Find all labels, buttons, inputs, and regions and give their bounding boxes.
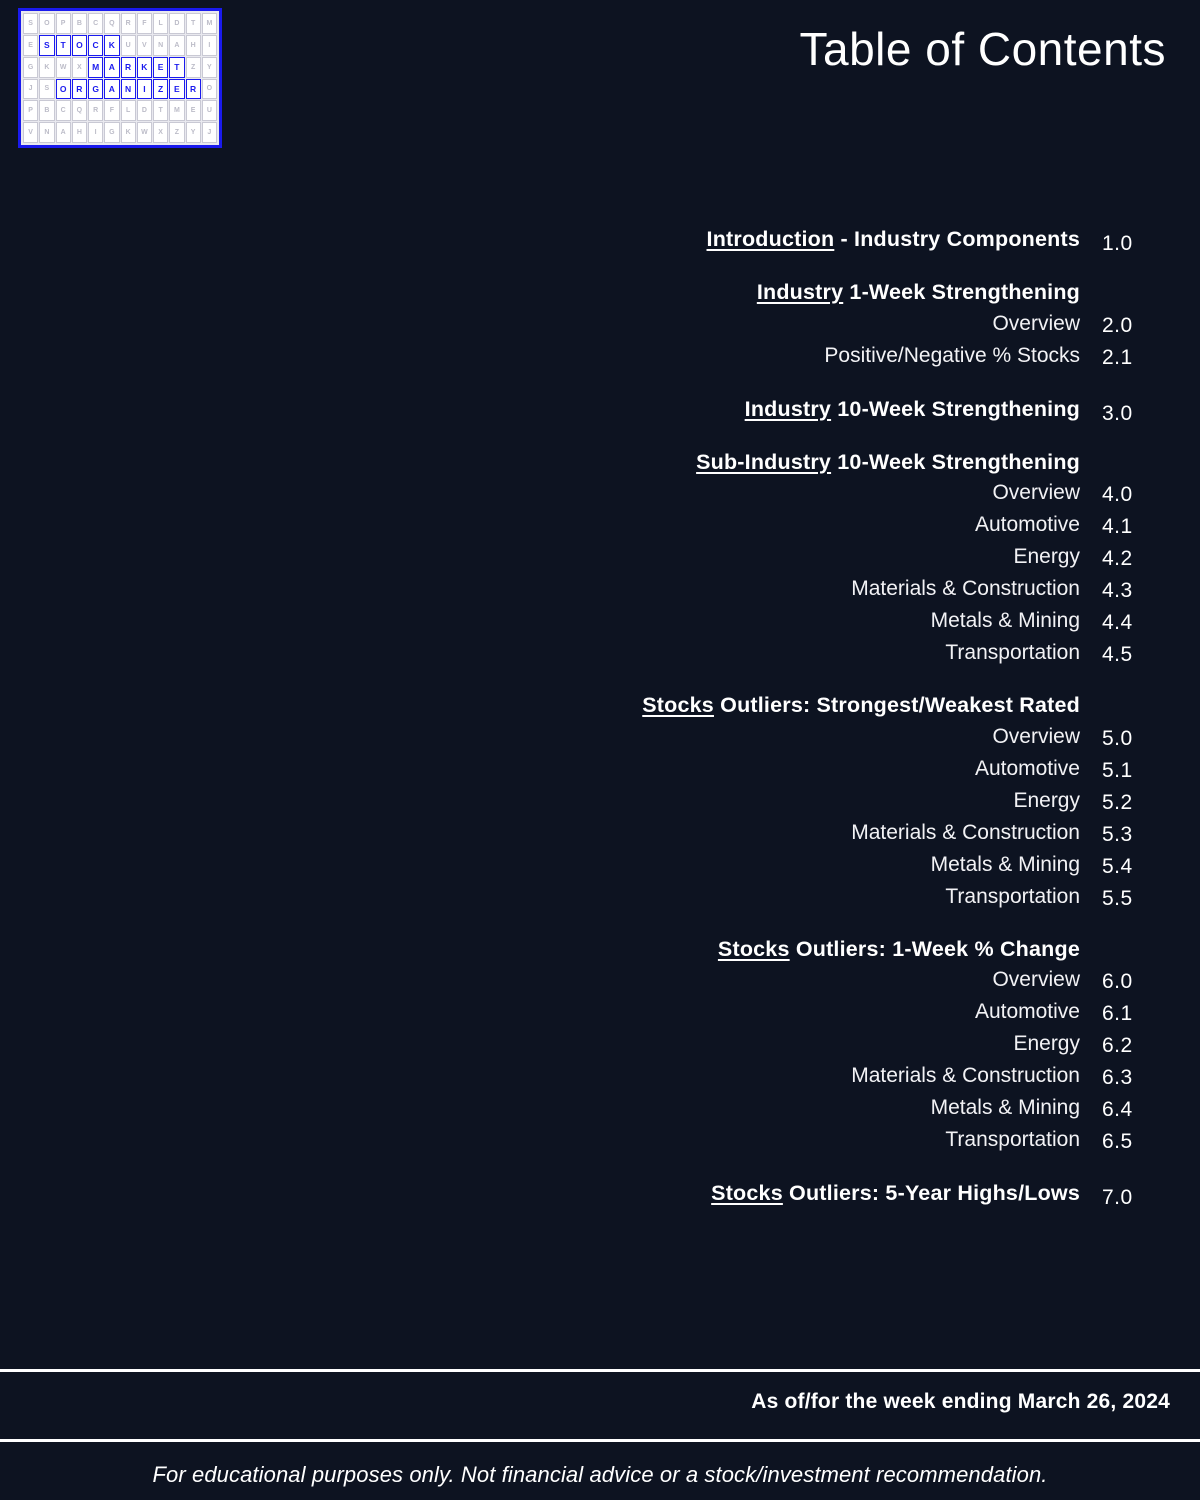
toc-sub-row[interactable] [0, 344, 1200, 368]
toc-section-number: 1.0 [1102, 232, 1133, 255]
toc-spacer [0, 1024, 1200, 1032]
toc-spacer [0, 368, 1200, 398]
toc-spacer [0, 1120, 1200, 1128]
toc-spacer [0, 422, 1200, 452]
toc-sub-row[interactable] [0, 1064, 1200, 1088]
toc-spacer [0, 781, 1200, 789]
toc-section-rest: Outliers: Strongest/Weakest Rated [713, 693, 1080, 717]
toc-section-label [100, 282, 1080, 304]
toc-spacer [0, 717, 1200, 725]
logo-tile: T [153, 100, 168, 121]
toc-sub-number: 6.4 [1102, 1098, 1133, 1121]
logo-tile: J [23, 79, 38, 100]
logo-tile: E [169, 79, 184, 100]
logo-tile: T [169, 57, 184, 78]
logo-tile: T [186, 13, 201, 34]
logo-tile: N [153, 35, 168, 56]
toc-sub-number: 6.5 [1102, 1130, 1133, 1153]
logo-tile: R [121, 57, 136, 78]
toc-sub-row[interactable] [0, 641, 1200, 665]
toc-spacer [0, 633, 1200, 641]
logo-tile: E [186, 100, 201, 121]
logo-tile: A [169, 35, 184, 56]
toc-sub-row[interactable] [0, 968, 1200, 992]
logo-tile: H [72, 122, 87, 143]
logo-tile: R [186, 79, 201, 100]
toc-sub-label: Energy [1013, 545, 1080, 568]
toc-sub-label: Materials & Construction [851, 577, 1080, 600]
disclaimer-text: For educational purposes only. Not financial advice or a stock/investment recommendation. [152, 1462, 1048, 1487]
logo-tile: M [202, 13, 217, 34]
toc-spacer [0, 909, 1200, 939]
table-of-contents [0, 227, 1200, 1209]
logo-tile: P [23, 100, 38, 121]
toc-spacer [0, 304, 1200, 312]
toc-sub-label: Transportation [945, 641, 1080, 664]
toc-section-label [100, 695, 1080, 717]
toc-section-keyword: Introduction [706, 227, 835, 251]
logo-tile: D [169, 13, 184, 34]
toc-sub-row[interactable] [0, 481, 1200, 505]
logo-tile: W [56, 57, 71, 78]
logo-tile: V [137, 35, 152, 56]
logo-tile: C [88, 13, 103, 34]
toc-spacer [0, 749, 1200, 757]
logo-tile: R [121, 13, 136, 34]
toc-sub-number: 5.4 [1102, 854, 1133, 878]
logo-tile: B [72, 13, 87, 34]
toc-section-row[interactable] [0, 227, 1200, 255]
logo-tile: X [72, 57, 87, 78]
toc-sub-number: 2.0 [1102, 313, 1133, 337]
toc-spacer [0, 505, 1200, 513]
logo [18, 8, 222, 148]
logo-tile: N [121, 79, 136, 100]
logo-tile: Z [153, 79, 168, 100]
logo-tile: O [39, 13, 54, 34]
toc-sub-number: 4.1 [1102, 515, 1133, 538]
logo-tile: O [202, 79, 217, 100]
toc-sub-label: Overview [992, 311, 1080, 335]
logo-tile: I [202, 35, 217, 56]
logo-tile: Z [186, 57, 201, 78]
toc-sub-row[interactable] [0, 1032, 1200, 1056]
toc-sub-label: Metals & Mining [930, 852, 1080, 876]
toc-sub-label: Energy [1013, 1032, 1080, 1055]
toc-sub-label: Metals & Mining [930, 1096, 1080, 1119]
toc-sub-row[interactable] [0, 757, 1200, 781]
toc-section-label [100, 449, 1080, 474]
logo-tile: L [121, 100, 136, 121]
toc-sub-label: Automotive [974, 756, 1080, 780]
toc-spacer [0, 877, 1200, 885]
toc-sub-label: Automotive [974, 1000, 1080, 1023]
logo-tile: Y [186, 122, 201, 143]
logo-tile: S [39, 35, 54, 56]
toc-sub-label: Overview [992, 724, 1080, 748]
toc-sub-row[interactable] [0, 821, 1200, 845]
logo-tile: R [88, 100, 103, 121]
logo-tile: G [104, 122, 119, 143]
logo-tile: I [137, 79, 152, 100]
logo-tile: K [39, 57, 54, 78]
toc-section-keyword: Sub-Industry [696, 449, 832, 474]
logo-tile: A [104, 79, 119, 100]
toc-sub-row[interactable] [0, 312, 1200, 336]
toc-section-rest: 1-Week Strengthening [843, 280, 1080, 304]
logo-tile: M [88, 57, 103, 78]
logo-tile: R [72, 79, 87, 100]
logo-tile: U [121, 35, 136, 56]
toc-spacer [0, 1056, 1200, 1064]
logo-tile: P [56, 13, 71, 34]
logo-tile: F [137, 13, 152, 34]
toc-section-label [100, 396, 1080, 421]
logo-tile: M [169, 100, 184, 121]
toc-sub-row[interactable] [0, 725, 1200, 749]
toc-sub-label: Energy [1013, 788, 1080, 812]
toc-sub-label: Transportation [945, 884, 1080, 908]
toc-sub-row[interactable] [0, 1128, 1200, 1152]
logo-tile: H [186, 35, 201, 56]
as-of-date: As of/for the week ending March 26, 2024 [751, 1390, 1170, 1413]
logo-tile: Y [202, 57, 217, 78]
logo-tile: K [121, 122, 136, 143]
toc-sub-label: Positive/Negative % Stocks [824, 343, 1080, 367]
toc-sub-row[interactable] [0, 853, 1200, 877]
toc-sub-number: 5.0 [1102, 726, 1133, 750]
toc-spacer [0, 569, 1200, 577]
logo-tile: B [39, 100, 54, 121]
toc-sub-number: 6.1 [1102, 1002, 1133, 1025]
logo-tile: N [39, 122, 54, 143]
toc-section-label [100, 229, 1080, 251]
toc-spacer [0, 665, 1200, 695]
toc-spacer [0, 1152, 1200, 1182]
logo-tile: S [39, 79, 54, 100]
toc-section-row[interactable] [0, 282, 1200, 304]
toc-spacer [0, 537, 1200, 545]
toc-sub-row[interactable] [0, 577, 1200, 601]
toc-sub-number: 4.5 [1102, 643, 1133, 666]
toc-sub-number: 6.2 [1102, 1034, 1133, 1057]
toc-spacer [0, 473, 1200, 481]
toc-spacer [0, 960, 1200, 968]
logo-tile: S [23, 13, 38, 34]
logo-tile: D [137, 100, 152, 121]
toc-sub-row[interactable] [0, 609, 1200, 633]
toc-section-label [100, 1183, 1080, 1205]
logo-tile: Q [104, 13, 119, 34]
logo-tile: C [88, 35, 103, 56]
toc-sub-number: 4.3 [1102, 579, 1133, 602]
toc-section-rest: Outliers: 5-Year Highs/Lows [782, 1181, 1080, 1205]
toc-spacer [0, 601, 1200, 609]
logo-letter-grid [21, 11, 219, 145]
toc-section-row[interactable] [0, 1181, 1200, 1209]
toc-spacer [0, 252, 1200, 282]
toc-sub-number: 5.3 [1102, 822, 1133, 846]
footer-divider-top [0, 1369, 1200, 1372]
toc-spacer [0, 845, 1200, 853]
toc-sub-label: Automotive [974, 513, 1080, 536]
toc-section-number: 3.0 [1102, 401, 1133, 425]
toc-section-keyword: Stocks [717, 936, 790, 961]
toc-sub-label: Materials & Construction [851, 1064, 1080, 1087]
logo-tile: Z [169, 122, 184, 143]
toc-sub-number: 2.1 [1102, 345, 1133, 369]
toc-sub-number: 5.1 [1102, 758, 1133, 782]
toc-spacer [0, 336, 1200, 344]
toc-sub-number: 4.4 [1102, 611, 1133, 634]
toc-section-rest: - Industry Components [834, 227, 1080, 251]
logo-tile: I [88, 122, 103, 143]
toc-section-rest: 10-Week Strengthening [831, 449, 1080, 474]
toc-section-label [100, 936, 1080, 961]
logo-tile: K [137, 57, 152, 78]
toc-section-rest: Outliers: 1-Week % Change [789, 936, 1080, 961]
page-title: Table of Contents [799, 23, 1166, 75]
toc-sub-row[interactable] [0, 789, 1200, 813]
toc-section-row[interactable] [0, 695, 1200, 717]
toc-section-row[interactable] [0, 396, 1200, 425]
logo-tile: C [56, 100, 71, 121]
toc-sub-label: Materials & Construction [851, 820, 1080, 844]
toc-section-keyword: Industry [756, 280, 844, 304]
logo-tile: K [104, 35, 119, 56]
toc-sub-row[interactable] [0, 513, 1200, 537]
toc-sub-number: 5.2 [1102, 790, 1133, 814]
footer-divider-bottom [0, 1439, 1200, 1442]
logo-tile: T [56, 35, 71, 56]
toc-sub-number: 6.0 [1102, 970, 1133, 993]
toc-sub-label: Overview [992, 481, 1080, 504]
logo-tile: O [72, 35, 87, 56]
logo-tile: W [137, 122, 152, 143]
logo-tile: J [202, 122, 217, 143]
logo-tile: F [104, 100, 119, 121]
logo-tile: X [153, 122, 168, 143]
logo-tile: Q [72, 100, 87, 121]
toc-section-number: 7.0 [1102, 1186, 1133, 1209]
toc-sub-row[interactable] [0, 1000, 1200, 1024]
toc-spacer [0, 1088, 1200, 1096]
logo-tile: G [88, 79, 103, 100]
toc-spacer [0, 992, 1200, 1000]
toc-sub-number: 6.3 [1102, 1066, 1133, 1089]
toc-sub-number: 4.0 [1102, 483, 1133, 506]
toc-section-rest: 10-Week Strengthening [831, 396, 1080, 421]
logo-tile: A [104, 57, 119, 78]
toc-sub-number: 5.5 [1102, 886, 1133, 910]
toc-section-row[interactable] [0, 449, 1200, 474]
logo-tile: E [23, 35, 38, 56]
toc-sub-label: Metals & Mining [930, 609, 1080, 632]
toc-sub-row[interactable] [0, 885, 1200, 909]
toc-section-row[interactable] [0, 936, 1200, 961]
logo-tile: E [153, 57, 168, 78]
toc-sub-label: Overview [992, 968, 1080, 991]
toc-sub-number: 4.2 [1102, 547, 1133, 570]
toc-sub-label: Transportation [945, 1128, 1080, 1151]
toc-section-keyword: Industry [744, 396, 832, 421]
toc-spacer [0, 813, 1200, 821]
logo-tile: A [56, 122, 71, 143]
logo-tile: U [202, 100, 217, 121]
logo-tile: V [23, 122, 38, 143]
toc-section-keyword: Stocks [642, 693, 714, 717]
logo-tile: O [56, 79, 71, 100]
toc-sub-row[interactable] [0, 545, 1200, 569]
logo-tile: G [23, 57, 38, 78]
toc-sub-row[interactable] [0, 1096, 1200, 1120]
toc-section-keyword: Stocks [711, 1181, 783, 1205]
logo-tile: L [153, 13, 168, 34]
